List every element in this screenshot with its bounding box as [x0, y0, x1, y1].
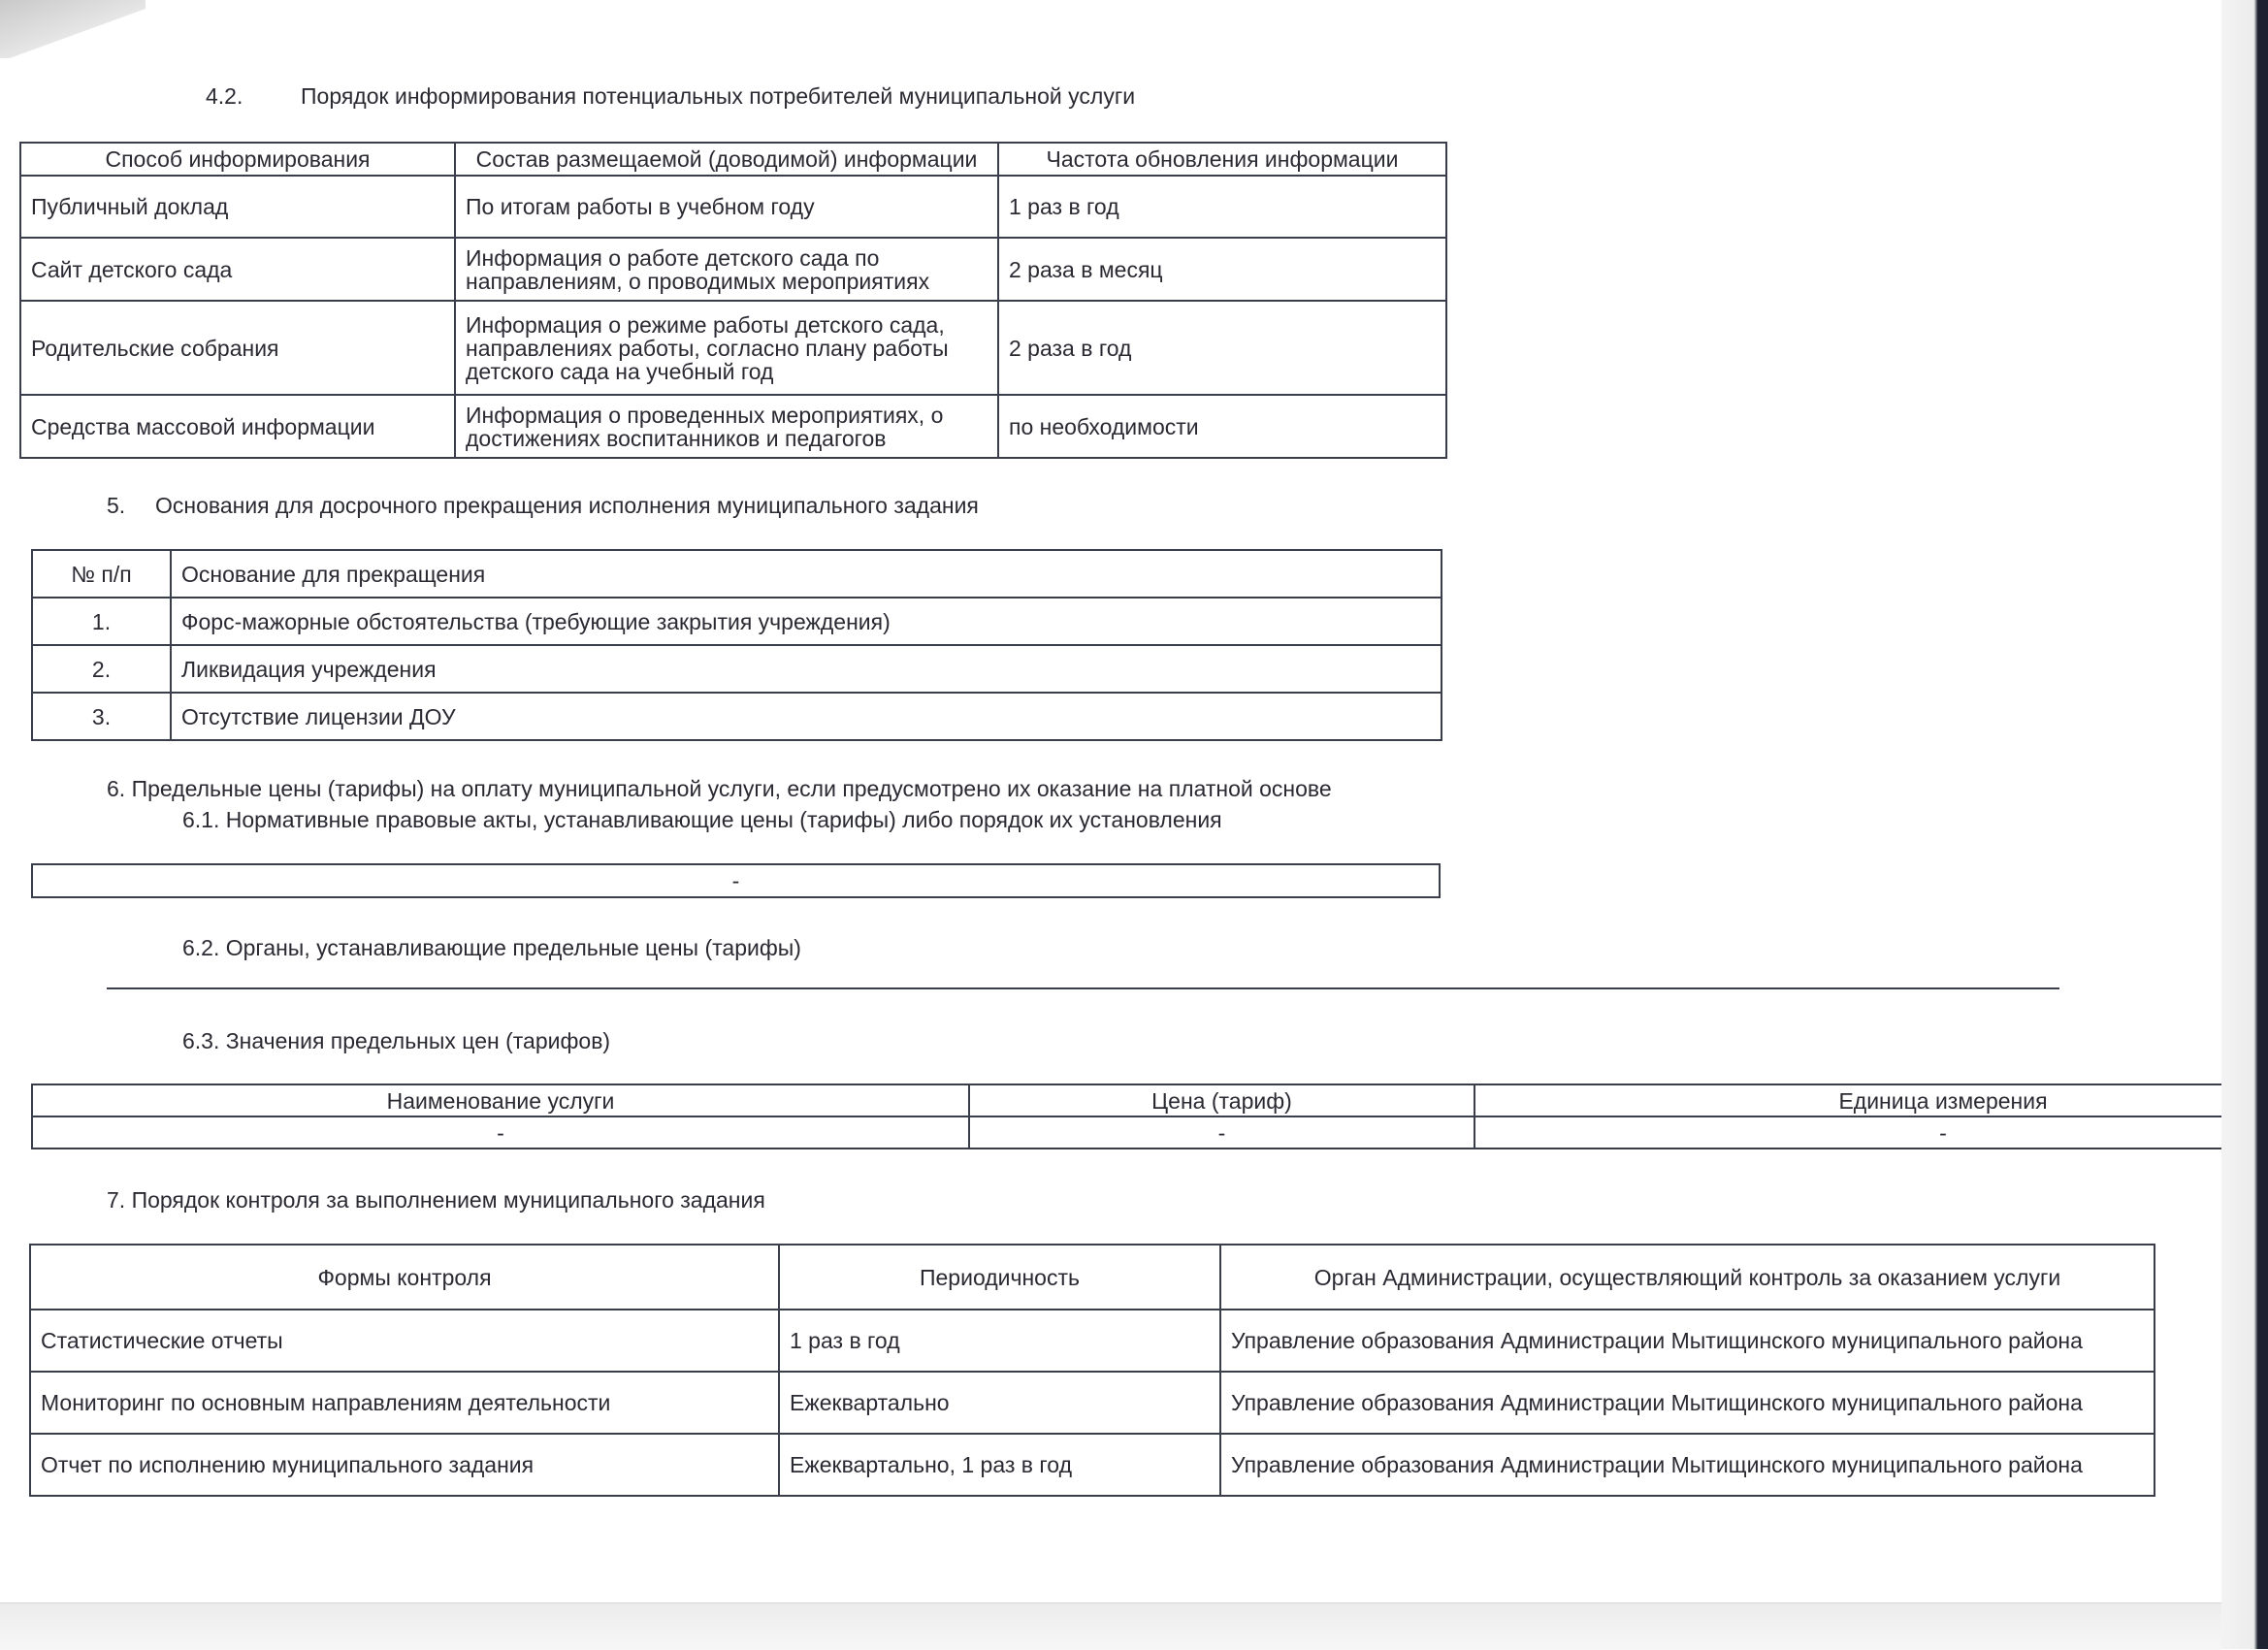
scanner-bottom-margin — [0, 1602, 2221, 1650]
table-row — [30, 1310, 2155, 1372]
table-cell: по необходимости — [998, 395, 1446, 458]
informing-table — [19, 142, 1447, 459]
table-header-row — [32, 1084, 2268, 1116]
section-title: Порядок информирования потенциальных потребителей муниципальной услуги — [301, 83, 1136, 109]
column-header: Цена (тариф) — [969, 1084, 1474, 1116]
scanner-edge-shadow — [2221, 0, 2268, 1649]
table-row — [32, 645, 1442, 693]
table-cell: 1 раз в год — [779, 1310, 1220, 1372]
section-number: 5. — [107, 493, 126, 518]
table-header-row — [20, 143, 1446, 176]
table-cell: Родительские собрания — [20, 301, 455, 395]
table-cell: Форс-мажорные обстоятельства (требующие закрытия учреждения) — [171, 598, 1442, 645]
section-5-heading — [107, 493, 979, 519]
table-cell: Управление образования Администрации Мытищинского муниципального района — [1220, 1434, 2155, 1496]
table-cell: 1 раз в год — [998, 176, 1446, 238]
table-row — [32, 1116, 2268, 1149]
table-cell: Информация о работе детского сада по направлениям, о проводимых мероприятиях — [455, 238, 998, 301]
table-cell: Статистические отчеты — [30, 1310, 779, 1372]
column-header: Орган Администрации, осуществляющий контроль за оказанием услуги — [1220, 1245, 2155, 1310]
column-header: Состав размещаемой (доводимой) информации — [455, 143, 998, 176]
table-row — [30, 1372, 2155, 1434]
table-cell: 2 раза в месяц — [998, 238, 1446, 301]
table-cell: Ежеквартально, 1 раз в год — [779, 1434, 1220, 1496]
column-header: Наименование услуги — [32, 1084, 969, 1116]
column-header: № п/п — [32, 550, 171, 598]
table-row — [20, 176, 1446, 238]
table-row — [32, 864, 1440, 897]
table-cell: Публичный доклад — [20, 176, 455, 238]
column-header: Основание для прекращения — [171, 550, 1442, 598]
section-6-2-heading: 6.2. Органы, устанавливающие предельные цены (тарифы) — [182, 935, 801, 960]
column-header: Периодичность — [779, 1245, 1220, 1310]
table-cell: Отчет по исполнению муниципального задания — [30, 1434, 779, 1496]
table-cell: Информация о проведенных мероприятиях, о достижениях воспитанников и педагогов — [455, 395, 998, 458]
table-row — [20, 301, 1446, 395]
table-cell: Управление образования Администрации Мытищинского муниципального района — [1220, 1310, 2155, 1372]
regulatory-acts-table — [31, 863, 1441, 898]
table-cell: - — [969, 1116, 1474, 1149]
table-cell: Мониторинг по основным направлениям деятельности — [30, 1372, 779, 1434]
section-6-3-heading: 6.3. Значения предельных цен (тарифов) — [182, 1028, 611, 1053]
price-values-table — [31, 1084, 2268, 1149]
table-header-row — [32, 550, 1442, 598]
table-row — [20, 238, 1446, 301]
column-header: Единица измерения — [1474, 1084, 2268, 1116]
table-cell: По итогам работы в учебном году — [455, 176, 998, 238]
table-cell: Ликвидация учреждения — [171, 645, 1442, 693]
page-corner-fold — [0, 0, 146, 58]
table-cell: 3. — [32, 693, 171, 740]
table-cell: Ежеквартально — [779, 1372, 1220, 1434]
table-cell: Средства массовой информации — [20, 395, 455, 458]
control-procedure-table — [29, 1244, 2155, 1497]
section-6-1-heading: 6.1. Нормативные правовые акты, устанавливающие цены (тарифы) либо порядок их установления — [182, 807, 1222, 832]
table-row — [32, 693, 1442, 740]
blank-answer-line — [107, 987, 2059, 989]
table-cell: 2 раза в год — [998, 301, 1446, 395]
section-6-heading: 6. Предельные цены (тарифы) на оплату муниципальной услуги, если предусмотрено их оказание на платной основе — [107, 776, 1332, 801]
column-header: Способ информирования — [20, 143, 455, 176]
section-7-heading: 7. Порядок контроля за выполнением муниципального задания — [107, 1187, 765, 1213]
table-cell: - — [32, 864, 1440, 897]
termination-grounds-table — [31, 549, 1442, 741]
table-cell: Информация о режиме работы детского сада, направлениях работы, согласно плану работы детского сада на учебный год — [455, 301, 998, 395]
table-cell: 2. — [32, 645, 171, 693]
table-cell: 1. — [32, 598, 171, 645]
table-cell: - — [1474, 1116, 2268, 1149]
section-4-2-heading — [206, 83, 1135, 110]
table-cell: Отсутствие лицензии ДОУ — [171, 693, 1442, 740]
table-cell: - — [32, 1116, 969, 1149]
table-header-row — [30, 1245, 2155, 1310]
table-cell: Управление образования Администрации Мытищинского муниципального района — [1220, 1372, 2155, 1434]
column-header: Частота обновления информации — [998, 143, 1446, 176]
section-number: 4.2. — [206, 83, 243, 109]
section-title: Основания для досрочного прекращения исполнения муниципального задания — [155, 493, 979, 518]
table-row — [32, 598, 1442, 645]
table-row — [20, 395, 1446, 458]
column-header: Формы контроля — [30, 1245, 779, 1310]
table-row — [30, 1434, 2155, 1496]
table-cell: Сайт детского сада — [20, 238, 455, 301]
